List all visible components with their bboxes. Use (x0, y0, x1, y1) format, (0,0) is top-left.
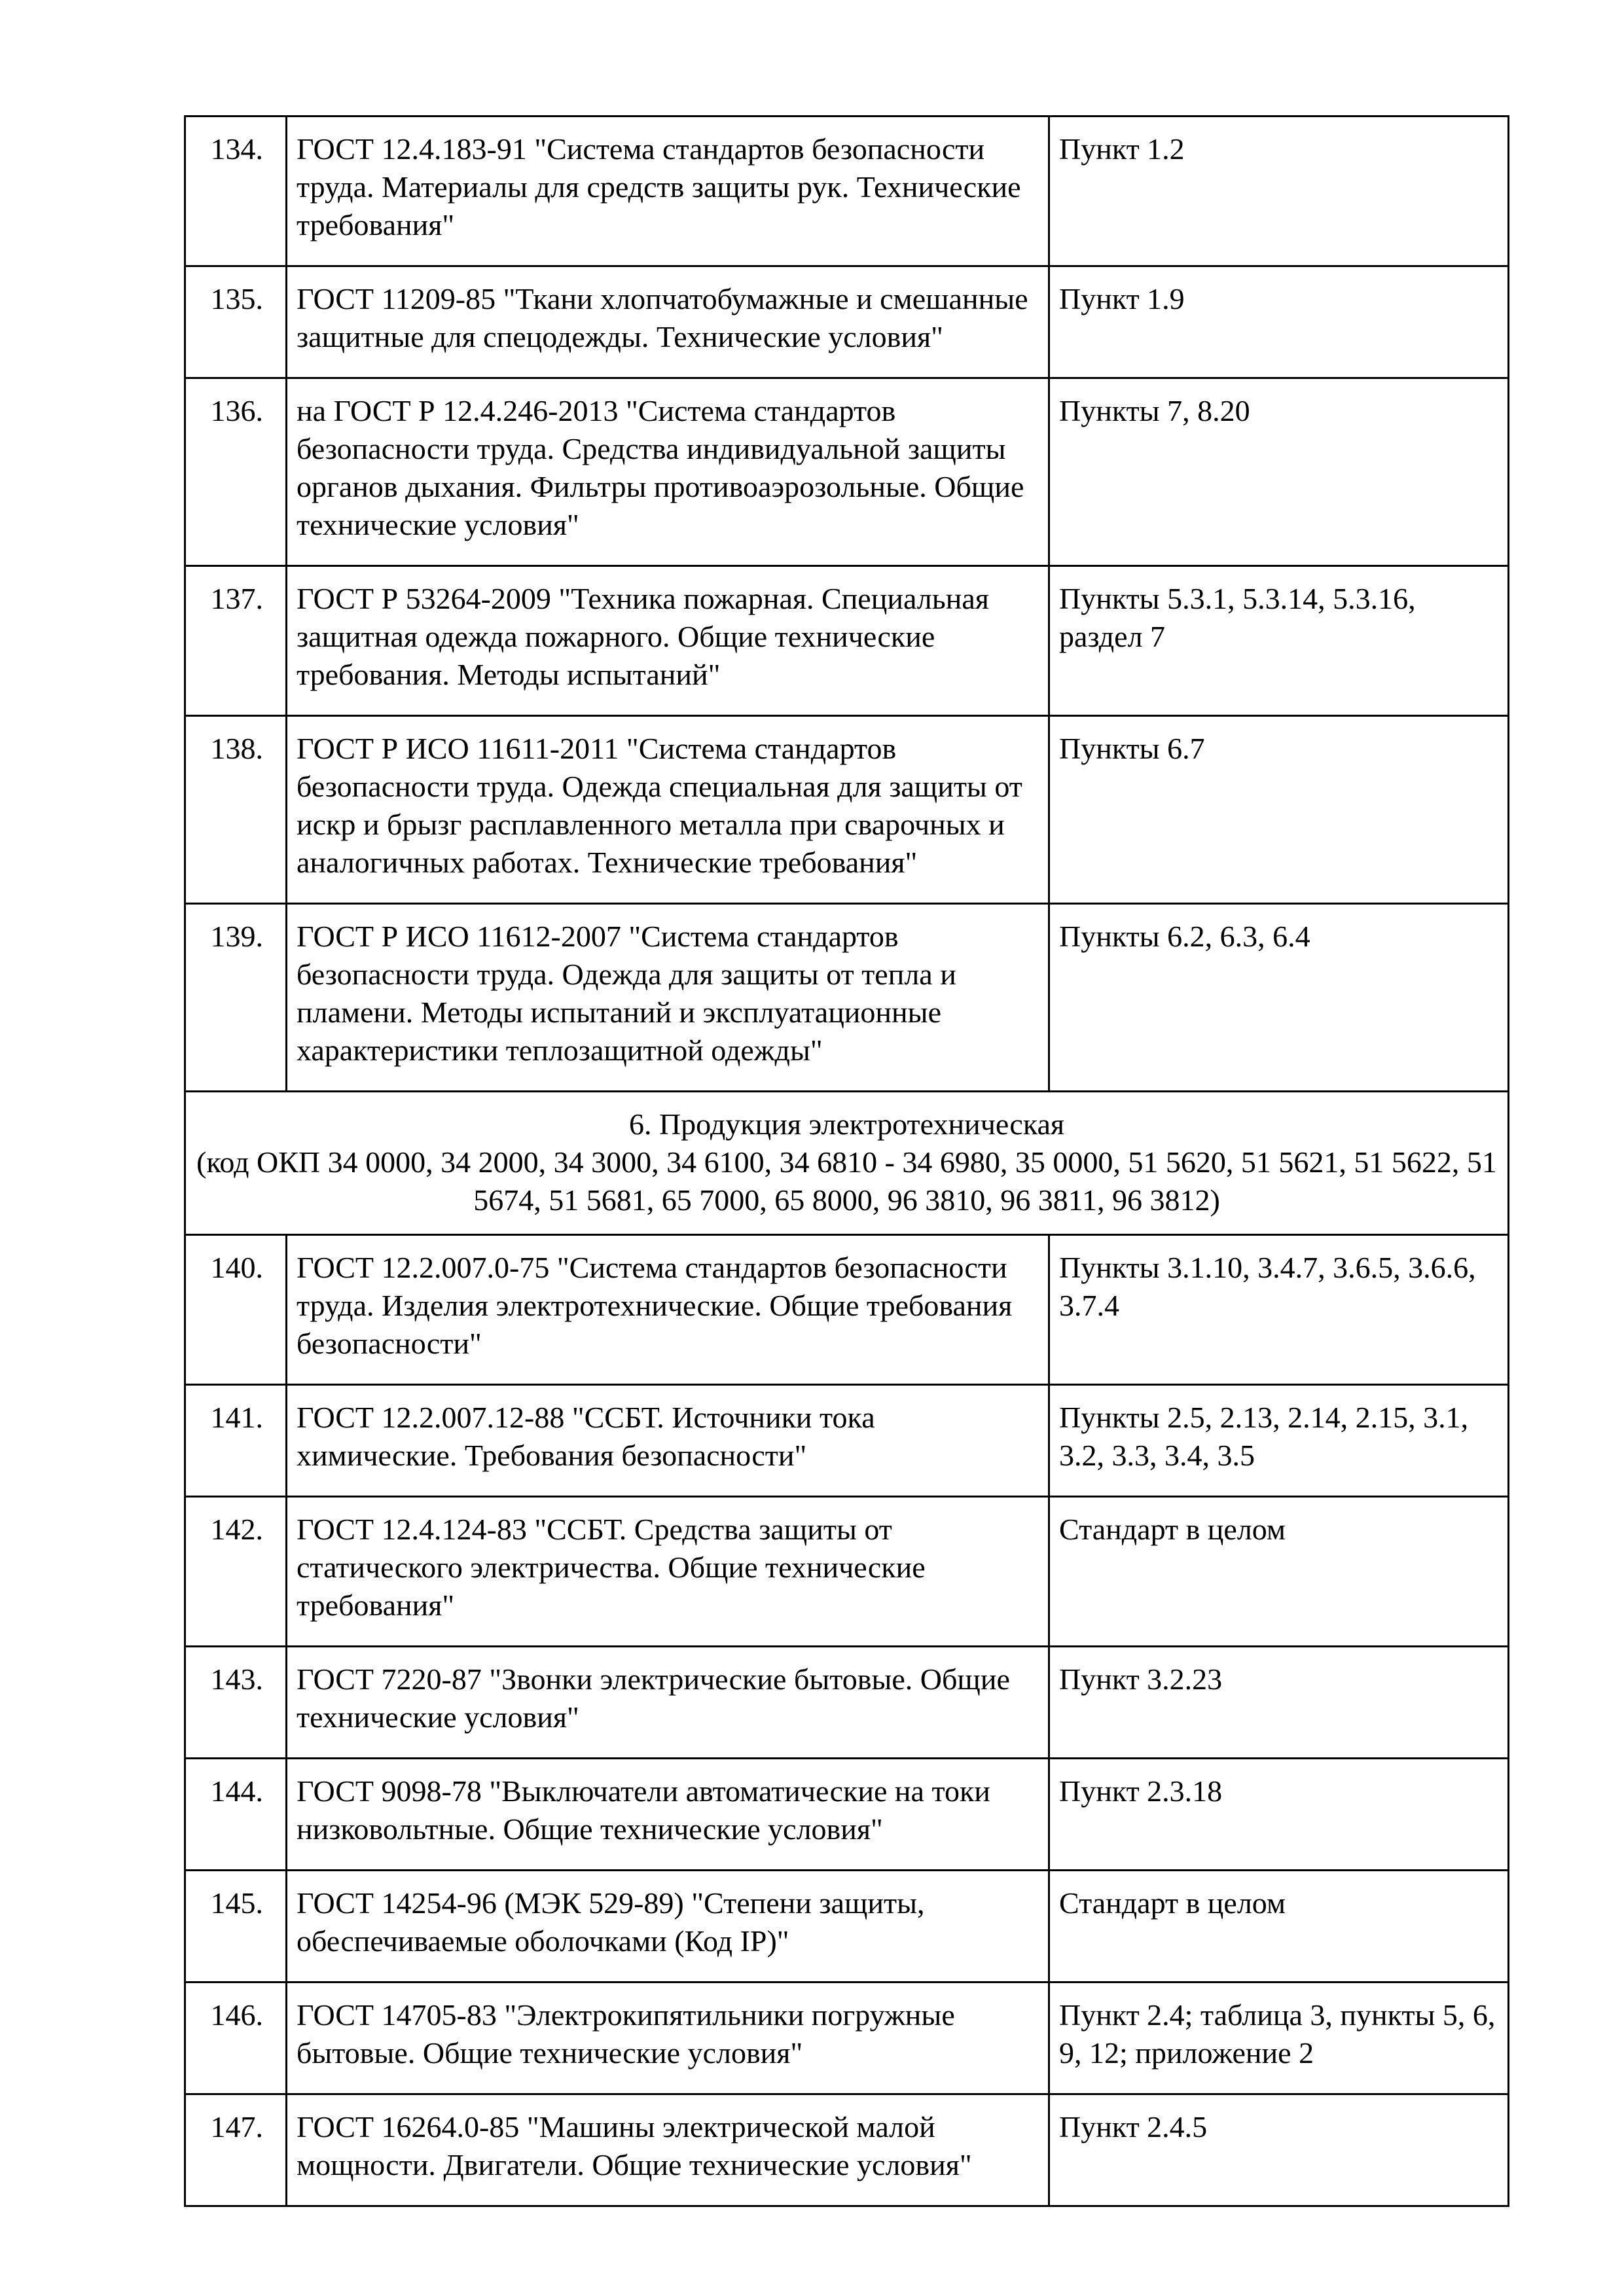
clause-reference: Стандарт в целом (1049, 1871, 1509, 1982)
clause-reference: Пункты 6.7 (1049, 716, 1509, 904)
standard-title: ГОСТ 11209-85 "Ткани хлопчатобумажные и смешанные защитные для спецодежды. Технические условия" (287, 266, 1049, 378)
row-number: 144. (185, 1759, 287, 1871)
standard-title: ГОСТ 16264.0-85 "Машины электрической малой мощности. Двигатели. Общие технические условия" (287, 2094, 1049, 2206)
section-heading (185, 1092, 1509, 1235)
standard-title: ГОСТ Р ИСО 11611-2011 "Система стандартов безопасности труда. Одежда специальная для защиты от искр и брызг расплавленного металла при сварочных и аналогичных работах. Технические требования" (287, 716, 1049, 904)
row-number: 138. (185, 716, 287, 904)
row-number: 134. (185, 117, 287, 266)
row-number: 137. (185, 566, 287, 716)
standard-title: ГОСТ 14254-96 (МЭК 529-89) "Степени защиты, обеспечиваемые оболочками (Код IP)" (287, 1871, 1049, 1982)
standard-title: ГОСТ 12.4.124-83 "ССБТ. Средства защиты от статического электричества. Общие технические требования" (287, 1497, 1049, 1647)
table-row (185, 1759, 1509, 1871)
clause-reference: Пункт 2.3.18 (1049, 1759, 1509, 1871)
clause-reference: Пункты 7, 8.20 (1049, 378, 1509, 566)
row-number: 145. (185, 1871, 287, 1982)
row-number: 135. (185, 266, 287, 378)
table-row (185, 566, 1509, 716)
row-number: 142. (185, 1497, 287, 1647)
table-row (185, 1235, 1509, 1385)
clause-reference: Стандарт в целом (1049, 1497, 1509, 1647)
row-number: 136. (185, 378, 287, 566)
clause-reference: Пункты 3.1.10, 3.4.7, 3.6.5, 3.6.6, 3.7.4 (1049, 1235, 1509, 1385)
clause-reference: Пункт 3.2.23 (1049, 1647, 1509, 1759)
clause-reference: Пункты 2.5, 2.13, 2.14, 2.15, 3.1, 3.2, 3.3, 3.4, 3.5 (1049, 1385, 1509, 1497)
row-number: 147. (185, 2094, 287, 2206)
clause-reference: Пункт 1.9 (1049, 266, 1509, 378)
section-codes: (код ОКП 34 0000, 34 2000, 34 3000, 34 6100, 34 6810 - 34 6980, 35 0000, 51 5620, 51 5621, 51 5622, 51 5674, 51 5681, 65 7000, 65 8000, 96 3810, 96 3811, 96 3812) (196, 1145, 1497, 1217)
standard-title: ГОСТ 12.2.007.0-75 "Система стандартов безопасности труда. Изделия электротехнические. Общие требования безопасности" (287, 1235, 1049, 1385)
clause-reference: Пункт 1.2 (1049, 117, 1509, 266)
standard-title: ГОСТ 9098-78 "Выключатели автоматические на токи низковольтные. Общие технические условия" (287, 1759, 1049, 1871)
standard-title: на ГОСТ Р 12.4.246-2013 "Система стандартов безопасности труда. Средства индивидуальной защиты органов дыхания. Фильтры противоаэрозольные. Общие технические условия" (287, 378, 1049, 566)
table-row (185, 2094, 1509, 2206)
standards-table-body (185, 117, 1509, 2206)
table-row (185, 716, 1509, 904)
standard-title: ГОСТ Р ИСО 11612-2007 "Система стандартов безопасности труда. Одежда для защиты от тепла и пламени. Методы испытаний и эксплуатационные характеристики теплозащитной одежды" (287, 904, 1049, 1092)
table-row (185, 1385, 1509, 1497)
standard-title: ГОСТ 7220-87 "Звонки электрические бытовые. Общие технические условия" (287, 1647, 1049, 1759)
standard-title: ГОСТ Р 53264-2009 "Техника пожарная. Специальная защитная одежда пожарного. Общие технические требования. Методы испытаний" (287, 566, 1049, 716)
table-row (185, 266, 1509, 378)
section-title: 6. Продукция электротехническая (628, 1107, 1065, 1141)
table-row (185, 1982, 1509, 2094)
clause-reference: Пункты 5.3.1, 5.3.14, 5.3.16, раздел 7 (1049, 566, 1509, 716)
standard-title: ГОСТ 12.4.183-91 "Система стандартов безопасности труда. Материалы для средств защиты рук. Технические требования" (287, 117, 1049, 266)
clause-reference: Пункты 6.2, 6.3, 6.4 (1049, 904, 1509, 1092)
clause-reference: Пункт 2.4.5 (1049, 2094, 1509, 2206)
standard-title: ГОСТ 14705-83 "Электрокипятильники погружные бытовые. Общие технические условия" (287, 1982, 1049, 2094)
table-row (185, 1647, 1509, 1759)
table-row (185, 1497, 1509, 1647)
clause-reference: Пункт 2.4; таблица 3, пункты 5, 6, 9, 12; приложение 2 (1049, 1982, 1509, 2094)
table-row (185, 1871, 1509, 1982)
row-number: 140. (185, 1235, 287, 1385)
table-row (185, 378, 1509, 566)
section-row (185, 1092, 1509, 1235)
row-number: 143. (185, 1647, 287, 1759)
table-row (185, 904, 1509, 1092)
row-number: 146. (185, 1982, 287, 2094)
standards-table (184, 115, 1509, 2207)
row-number: 139. (185, 904, 287, 1092)
table-row (185, 117, 1509, 266)
standard-title: ГОСТ 12.2.007.12-88 "ССБТ. Источники тока химические. Требования безопасности" (287, 1385, 1049, 1497)
row-number: 141. (185, 1385, 287, 1497)
